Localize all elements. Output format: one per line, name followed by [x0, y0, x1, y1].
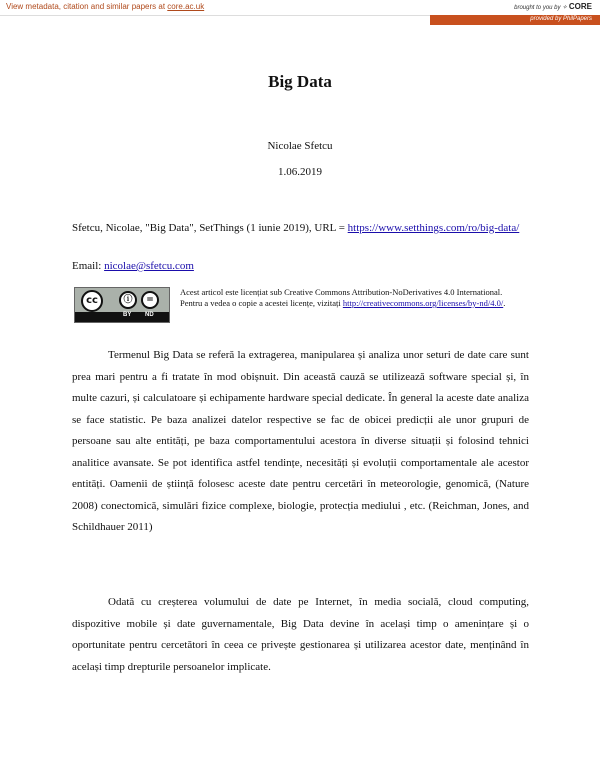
core-brand[interactable]: brought to you by ✧ CORE [514, 2, 592, 11]
provided-by-text: provided by PhilPapers [530, 16, 592, 22]
license-text: Acest articol este licențiat sub Creative Commons Attribution-NoDerivatives 4.0 International. Pentru a vedea o copie a acestei licențe, vizitați http://creativecommons.org/licenses/by-nd/4.0/. [180, 287, 506, 308]
paper-date: 1.06.2019 [278, 166, 322, 178]
no-derivatives-icon: = [141, 291, 159, 309]
citation-link[interactable]: https://www.setthings.com/ro/big-data/ [347, 222, 520, 234]
core-link[interactable]: core.ac.uk [167, 2, 205, 11]
by-label: BY [123, 312, 132, 318]
email-link[interactable]: nicolae@sfetcu.com [104, 260, 194, 272]
email-line: Email: nicolae@sfetcu.com [72, 260, 194, 272]
citation: Sfetcu, Nicolae, "Big Data", SetThings (1 iunie 2019), URL = https://www.setthings.com/ro/big-data/ [72, 222, 520, 234]
core-banner [0, 0, 600, 16]
attribution-icon: ⓘ [119, 291, 137, 309]
paper-author: Nicolae Sfetcu [267, 140, 333, 152]
core-metadata-text: View metadata, citation and similar papers at core.ac.uk [6, 2, 205, 11]
cc-icon: cc [81, 290, 103, 312]
body-paragraph-1: Termenul Big Data se referă la extragerea, manipularea și analiza unor seturi de date care sunt prea mari pentru a fi tratate în mod obișnuit. Din această cauză se utilizează software special și, în multe cazuri, și calculatoare și echipamente hardware special dedicate. În general la aceste date analiza se face statistic. Pe baza analizei datelor respective se fac de obicei predicții ale unor grupuri de persoane sau alte entități, pe baza comportamentului acestora în diverse situații și folosind tehnici analitice avansate. Se pot identifica astfel tendințe, necesități și evoluții comportamentale ale acestor entități. Oamenii de știință folosesc aceste date pentru cercetări în meteorologie, genomică, (Nature 2008) conectomică, simulări fizice complexe, biologie, protecția mediului , etc. (Reichman, Jones, and Schildhauer 2011) [72, 349, 529, 533]
philpapers-bar[interactable] [430, 15, 600, 25]
license-link[interactable]: http://creativecommons.org/licenses/by-nd/4.0/ [342, 298, 504, 308]
paper-title: Big Data [268, 72, 332, 91]
cc-license-badge[interactable] [74, 287, 170, 323]
nd-label: ND [145, 312, 154, 318]
core-logo-icon: ✧ [562, 5, 568, 11]
body-paragraph-2: Odată cu creșterea volumului de date pe Internet, în media socială, cloud computing, dispozitive mobile și date guvernamentale, Big Data devine în același timp o amenințare și o oportunitate pentru cercetători în ceea ce privește gestionarea și utilizarea acestor date, menținând în același timp drepturile persoanelor implicate. [72, 596, 529, 673]
